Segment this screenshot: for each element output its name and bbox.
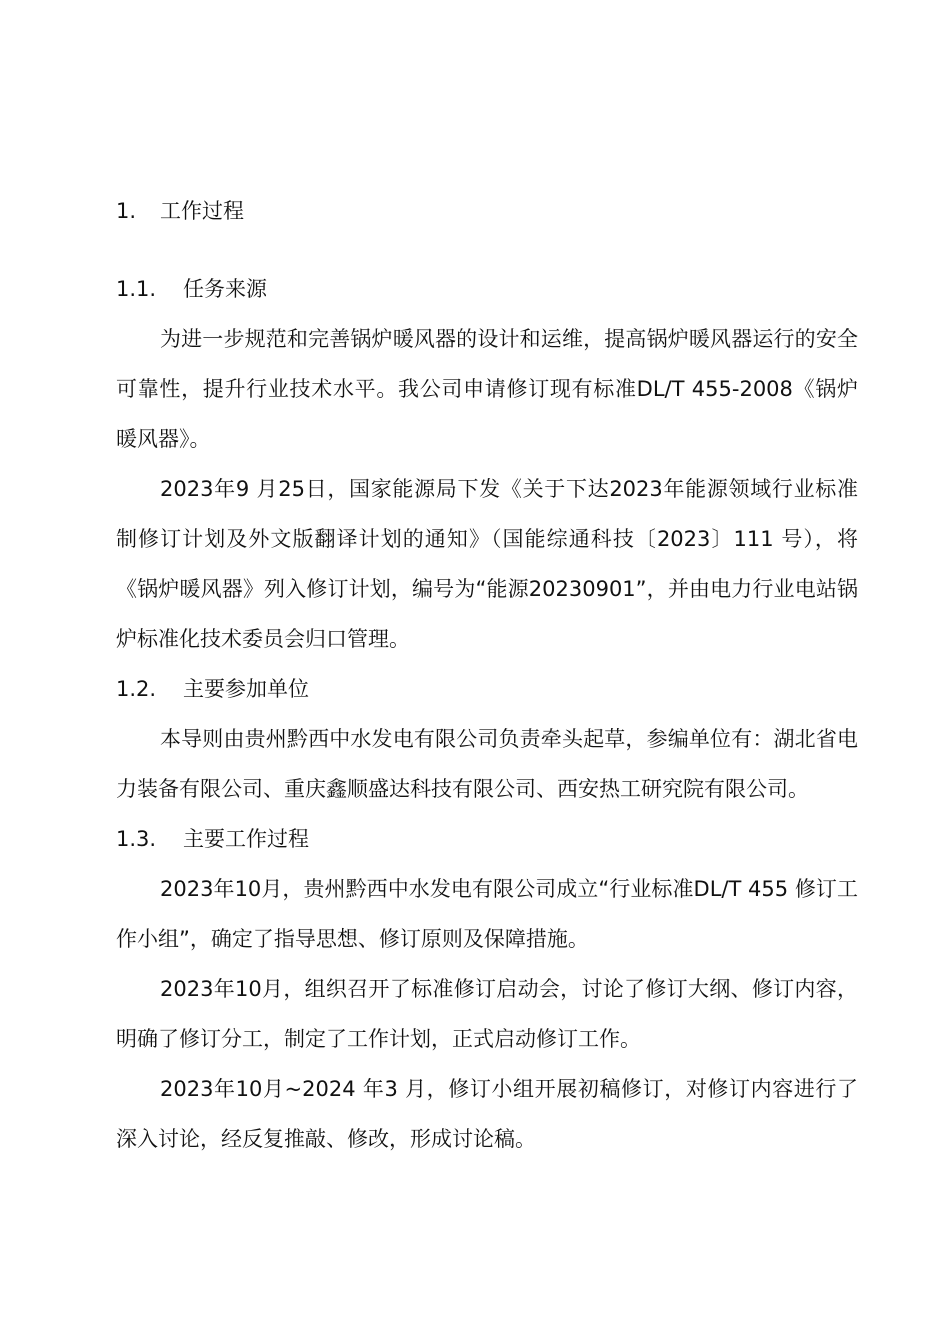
heading-number: 1. <box>116 199 137 223</box>
heading-number: 1.1. <box>116 277 157 301</box>
document-body <box>116 186 858 1164</box>
heading-title: 主要工作过程 <box>183 827 309 851</box>
paragraph: 为进一步规范和完善锅炉暖风器的设计和运维，提高锅炉暖风器运行的安全可靠性，提升行业技术水平。我公司申请修订现有标准DL/T 455-2008《锅炉暖风器》。 <box>116 327 858 451</box>
paragraph: 本导则由贵州黔西中水发电有限公司负责牵头起草，参编单位有：湖北省电力装备有限公司、重庆鑫顺盛达科技有限公司、西安热工研究院有限公司。 <box>116 727 858 801</box>
paragraph: 2023年10月，贵州黔西中水发电有限公司成立“行业标准DL/T 455 修订工作小组”，确定了指导思想、修订原则及保障措施。 <box>116 877 858 951</box>
heading-section-1 <box>116 186 858 236</box>
paragraph: 2023年10月，组织召开了标准修订启动会，讨论了修订大纲、修订内容，明确了修订分工，制定了工作计划，正式启动修订工作。 <box>116 977 858 1051</box>
paragraph: 2023年10月~2024 年3 月，修订小组开展初稿修订，对修订内容进行了深入讨论，经反复推敲、修改，形成讨论稿。 <box>116 1077 858 1151</box>
paragraph: 2023年9 月25日，国家能源局下发《关于下达2023年能源领域行业标准制修订计划及外文版翻译计划的通知》（国能综通科技〔2023〕111 号），将《锅炉暖风器》列入修订计划，编号为“能源20230901”，并由电力行业电站锅炉标准化技术委员会归口管理。 <box>116 477 858 651</box>
heading-number: 1.2. <box>116 677 157 701</box>
heading-section-1-2 <box>116 664 858 714</box>
heading-title: 工作过程 <box>160 199 244 223</box>
heading-title: 主要参加单位 <box>183 677 309 701</box>
heading-number: 1.3. <box>116 827 157 851</box>
heading-section-1-3 <box>116 814 858 864</box>
heading-title: 任务来源 <box>183 277 267 301</box>
heading-section-1-1 <box>116 264 858 314</box>
